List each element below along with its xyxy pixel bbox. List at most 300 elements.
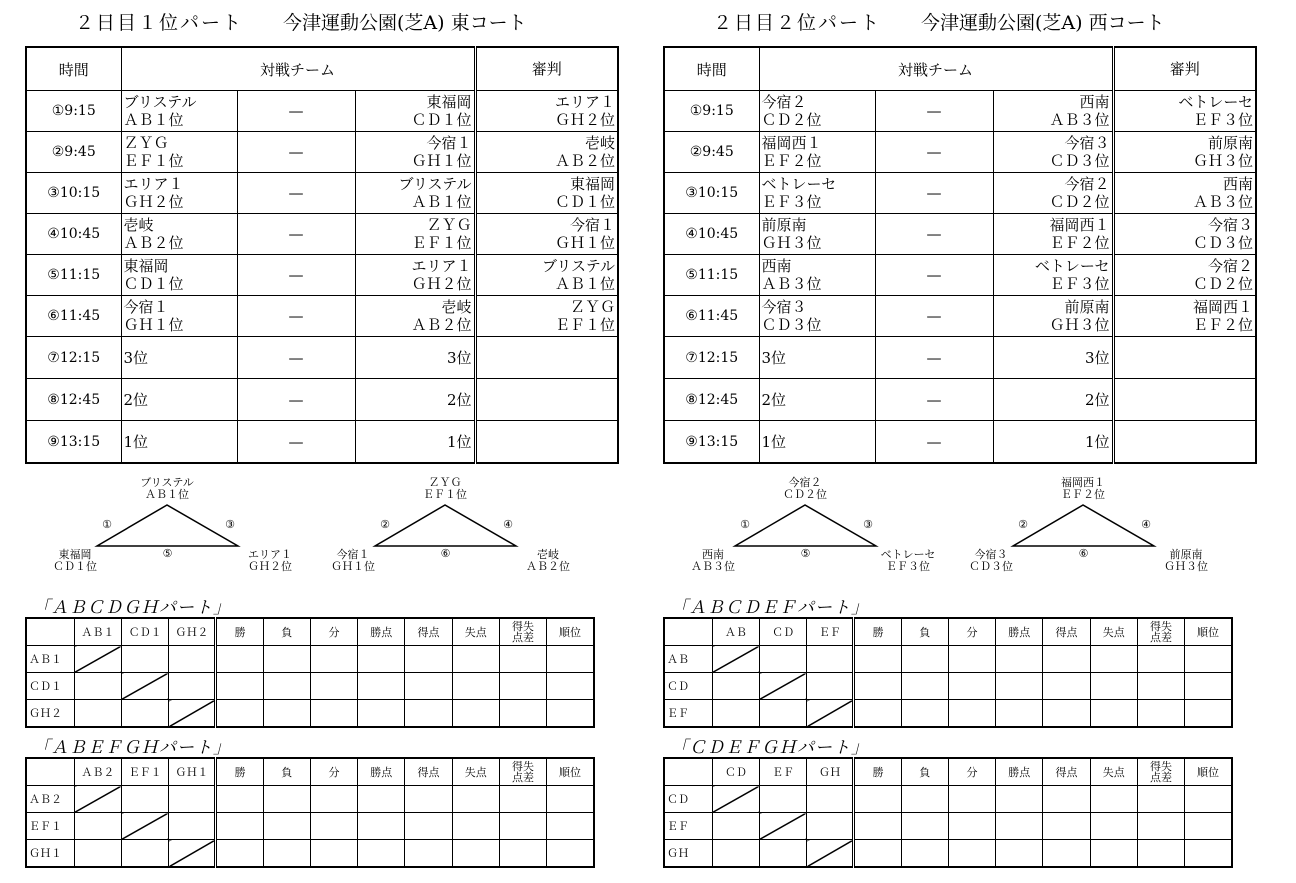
home-team — [759, 132, 875, 173]
stat-cell — [996, 840, 1043, 868]
away-team-name: 今宿２ — [1064, 175, 1110, 193]
self-match-cell — [759, 673, 806, 700]
header-time: 時間 — [664, 47, 759, 91]
versus-dash: — — [237, 421, 355, 464]
round-robin-table — [663, 757, 1233, 868]
diagram-right-team — [526, 549, 570, 573]
stat-cell — [1185, 840, 1232, 868]
away-team — [993, 132, 1113, 173]
stat-cell — [452, 786, 499, 813]
referee-team-name: 東福岡 — [570, 175, 616, 193]
placement-row — [664, 337, 1256, 379]
diagram-team-seed: ＥＦ２位 — [1061, 488, 1105, 501]
stat-cell — [499, 646, 546, 673]
result-cell — [712, 813, 759, 840]
corner-cell — [26, 618, 74, 646]
diagram-team-name: ブリステル — [140, 476, 194, 489]
team-row-label: ＧＨ — [664, 840, 712, 868]
match-time: ⑥11:45 — [664, 296, 759, 337]
stat-cell — [1137, 786, 1184, 813]
round-robin-row — [26, 646, 594, 673]
stat-cell — [216, 673, 263, 700]
home-team-seed: ＧＨ３位 — [761, 234, 822, 252]
result-cell — [74, 840, 121, 868]
stat-cell — [405, 700, 452, 728]
stat-header: 勝点 — [358, 758, 405, 786]
diagram-team-seed: ＥＦ１位 — [423, 488, 467, 501]
home-team — [759, 255, 875, 296]
diagram-team-name: 今宿１ — [336, 548, 370, 561]
self-match-cell — [807, 700, 854, 728]
stat-cell — [452, 646, 499, 673]
placement-row — [26, 379, 618, 421]
placement-row — [26, 421, 618, 464]
result-cell — [807, 673, 854, 700]
match-number-left-edge: ① — [740, 518, 750, 531]
away-team-name: ブリステル — [398, 175, 472, 193]
match-row — [664, 91, 1256, 132]
stat-cell — [1185, 646, 1232, 673]
match-row — [664, 255, 1256, 296]
stat-cell — [216, 646, 263, 673]
diagram-team-name: 福岡西１ — [1061, 476, 1105, 489]
away-team-name: 今宿３ — [1064, 134, 1110, 152]
referee-team-seed: ＣＤ３位 — [1193, 234, 1254, 252]
result-cell — [169, 646, 216, 673]
stat-cell — [1137, 700, 1184, 728]
stat-cell — [996, 786, 1043, 813]
stat-cell — [547, 813, 594, 840]
opponent-header: ＧＨ — [807, 758, 854, 786]
result-cell — [74, 673, 121, 700]
match-row — [26, 132, 618, 173]
placement-row — [664, 421, 1256, 464]
away-placement: 2位 — [355, 379, 475, 421]
home-team-seed: ＧＨ２位 — [123, 193, 184, 211]
versus-dash: — — [237, 337, 355, 379]
round-robin-row — [26, 700, 594, 728]
result-cell — [169, 673, 216, 700]
stat-cell — [263, 646, 310, 673]
away-team-seed: ＡＢ１位 — [411, 193, 472, 211]
home-team-name: ＺＹＧ — [123, 134, 169, 152]
home-team-name: 東福岡 — [123, 257, 169, 275]
self-match-cell — [169, 700, 216, 728]
stat-cell — [499, 786, 546, 813]
venue-title: 今津運動公園(芝A) 西コート — [921, 12, 1165, 34]
stat-cell — [547, 700, 594, 728]
result-cell — [74, 813, 121, 840]
result-cell — [121, 646, 168, 673]
match-time: ⑦12:15 — [664, 337, 759, 379]
opponent-header: ＣＤ — [712, 758, 759, 786]
diagram-team-name: 今宿２ — [788, 476, 822, 489]
stat-cell — [499, 840, 546, 868]
home-team-seed: ＥＦ１位 — [123, 152, 184, 170]
referee-team-seed: ＧＨ１位 — [555, 234, 616, 252]
versus-dash: — — [875, 91, 993, 132]
home-team-seed: ＣＤ１位 — [123, 275, 184, 293]
diagram-team-name: ＺＹＧ — [428, 476, 462, 489]
stat-header: 勝点 — [996, 758, 1043, 786]
round-robin-header — [664, 758, 1232, 786]
stat-cell — [452, 813, 499, 840]
stat-cell — [263, 813, 310, 840]
stat-cell — [854, 646, 901, 673]
team-row-label: ＥＦ — [664, 813, 712, 840]
league-diagrams — [663, 472, 1255, 582]
stat-header: 失点 — [1090, 618, 1137, 646]
away-placement: 1位 — [993, 421, 1113, 464]
match-time: ⑤11:15 — [664, 255, 759, 296]
away-team — [993, 214, 1113, 255]
stat-cell — [405, 786, 452, 813]
away-team — [355, 173, 475, 214]
home-team-seed: ＥＦ２位 — [761, 152, 822, 170]
home-team-name: エリア１ — [123, 175, 184, 193]
diagram-right-team — [248, 549, 292, 573]
match-time: ⑨13:15 — [26, 421, 121, 464]
match-number-right-edge: ④ — [503, 518, 513, 531]
diagram-team-seed: ＡＢ１位 — [144, 488, 189, 501]
referee-team — [1113, 296, 1256, 337]
match-row — [664, 132, 1256, 173]
stat-header: 得点 — [405, 618, 452, 646]
stat-cell — [405, 646, 452, 673]
away-team-seed: ＣＤ３位 — [1049, 152, 1110, 170]
home-team-name: 今宿１ — [123, 298, 169, 316]
round-robin-title: 「ＡＢＣＤＧＨパート」 — [33, 598, 231, 618]
stat-cell — [948, 840, 995, 868]
stat-header: 失点 — [452, 618, 499, 646]
stat-cell — [1185, 813, 1232, 840]
stat-cell — [1090, 700, 1137, 728]
referee-team-name: 前原南 — [1208, 134, 1254, 152]
diagram-left-team — [969, 549, 1013, 573]
referee-team-seed: ＣＤ１位 — [555, 193, 616, 211]
stat-cell — [216, 813, 263, 840]
stat-cell — [499, 700, 546, 728]
team-row-label: ＥＦ１ — [26, 813, 74, 840]
round-robin-row — [26, 786, 594, 813]
diagram-top-team — [1061, 477, 1105, 501]
away-team-name: 福岡西１ — [1049, 216, 1110, 234]
placement-row — [26, 337, 618, 379]
result-cell — [712, 673, 759, 700]
away-team — [355, 255, 475, 296]
stat-cell — [263, 786, 310, 813]
diagram-team-name: 壱岐 — [537, 548, 559, 561]
stat-cell — [216, 786, 263, 813]
match-row — [26, 173, 618, 214]
versus-dash: — — [875, 173, 993, 214]
result-cell — [169, 813, 216, 840]
stat-header: 勝 — [216, 618, 263, 646]
team-row-label: ＣＤ — [664, 673, 712, 700]
home-team — [759, 173, 875, 214]
match-time: ②9:45 — [664, 132, 759, 173]
round-robin-table — [25, 757, 595, 868]
stat-header: 分 — [948, 618, 995, 646]
match-number-base-edge: ⑤ — [162, 547, 173, 560]
versus-dash: — — [875, 296, 993, 337]
home-team — [759, 214, 875, 255]
away-team-seed: ＧＨ２位 — [411, 275, 472, 293]
round-robin-header — [664, 618, 1232, 646]
versus-dash: — — [875, 379, 993, 421]
diagram-team-name: 今宿３ — [974, 548, 1008, 561]
team-row-label: ＧＨ１ — [26, 840, 74, 868]
stat-cell — [1043, 646, 1090, 673]
away-team-name: ベトレーセ — [1034, 257, 1110, 275]
header-referee: 審判 — [475, 47, 618, 91]
panel-title — [25, 8, 617, 32]
stat-cell — [1090, 813, 1137, 840]
referee-team — [1113, 214, 1256, 255]
stat-cell — [1137, 646, 1184, 673]
stat-cell — [1043, 786, 1090, 813]
opponent-header: ＡＢ — [712, 618, 759, 646]
round-robin-row — [26, 840, 594, 868]
stat-cell — [1090, 646, 1137, 673]
away-team-seed: ＥＦ１位 — [411, 234, 472, 252]
away-team-seed: ＣＤ２位 — [1049, 193, 1110, 211]
round-robin-row — [26, 813, 594, 840]
stat-cell — [263, 840, 310, 868]
home-team-name: 前原南 — [761, 216, 807, 234]
diagram-top-team — [140, 477, 194, 501]
home-team-seed: ＡＢ３位 — [761, 275, 822, 293]
self-match-cell — [121, 813, 168, 840]
match-time: ①9:15 — [26, 91, 121, 132]
away-team-name: 前原南 — [1064, 298, 1110, 316]
away-team — [993, 91, 1113, 132]
part-title: ２日目２位パート — [713, 12, 882, 34]
panel-day2-first-place — [25, 0, 617, 883]
home-placement: 2位 — [121, 379, 237, 421]
referee-team — [475, 132, 618, 173]
diagram-team-name: 東福岡 — [58, 548, 92, 561]
stat-header: 分 — [310, 618, 357, 646]
stat-cell — [948, 813, 995, 840]
referee-empty — [1113, 337, 1256, 379]
match-number-right-edge: ③ — [863, 518, 873, 531]
home-team-seed: ＡＢ１位 — [123, 111, 184, 129]
referee-team — [1113, 132, 1256, 173]
stat-cell — [901, 673, 948, 700]
away-placement: 1位 — [355, 421, 475, 464]
round-robin-row — [664, 700, 1232, 728]
stat-cell — [499, 813, 546, 840]
home-team-name: ブリステル — [123, 93, 197, 111]
stat-header: 負 — [263, 618, 310, 646]
referee-team-seed: ＡＢ１位 — [555, 275, 616, 293]
stat-header: 負 — [263, 758, 310, 786]
home-team-name: ベトレーセ — [761, 175, 837, 193]
referee-team-seed: ＥＦ１位 — [555, 316, 616, 334]
match-time: ⑤11:15 — [26, 255, 121, 296]
referee-empty — [475, 379, 618, 421]
stat-cell — [216, 840, 263, 868]
versus-dash: — — [237, 132, 355, 173]
stat-header-goal-diff — [1137, 758, 1184, 786]
stat-cell — [1137, 813, 1184, 840]
stat-cell — [948, 700, 995, 728]
stat-cell — [901, 646, 948, 673]
stat-header: 得点 — [1043, 758, 1090, 786]
home-team-seed: ＧＨ１位 — [123, 316, 184, 334]
home-team — [121, 132, 237, 173]
league-triangle — [735, 505, 876, 546]
team-row-label: ＡＢ — [664, 646, 712, 673]
stat-cell — [405, 673, 452, 700]
round-robin-row — [664, 673, 1232, 700]
self-match-cell — [74, 646, 121, 673]
result-cell — [712, 700, 759, 728]
header-match: 対戦チーム — [759, 47, 1113, 91]
referee-team-name: 西南 — [1223, 175, 1254, 193]
result-cell — [759, 646, 806, 673]
stat-cell — [310, 700, 357, 728]
match-row — [26, 255, 618, 296]
stat-header: 負 — [901, 758, 948, 786]
league-triangle — [97, 505, 238, 546]
result-cell — [74, 700, 121, 728]
match-row — [664, 296, 1256, 337]
corner-cell — [26, 758, 74, 786]
home-team — [121, 91, 237, 132]
home-team-seed: ＣＤ３位 — [761, 316, 822, 334]
versus-dash: — — [875, 421, 993, 464]
referee-team-name: ＺＹＧ — [570, 298, 616, 316]
round-robin-row — [664, 840, 1232, 868]
referee-team — [1113, 255, 1256, 296]
team-row-label: ＧＨ２ — [26, 700, 74, 728]
league-triangle — [1013, 505, 1154, 546]
stat-cell — [358, 673, 405, 700]
self-match-cell — [74, 786, 121, 813]
stat-header: 失点 — [452, 758, 499, 786]
match-number-left-edge: ① — [102, 518, 112, 531]
stat-cell — [452, 700, 499, 728]
referee-team — [475, 255, 618, 296]
stat-header: 得点 — [1043, 618, 1090, 646]
part-title: ２日目１位パート — [75, 12, 244, 34]
stat-cell — [1043, 673, 1090, 700]
stat-header: 得点 — [405, 758, 452, 786]
away-team — [355, 296, 475, 337]
self-match-cell — [712, 786, 759, 813]
stat-header-line: 得失 — [511, 620, 534, 633]
stat-cell — [358, 840, 405, 868]
stat-cell — [901, 813, 948, 840]
corner-cell — [664, 618, 712, 646]
stat-header: 勝 — [216, 758, 263, 786]
match-time: ③10:15 — [26, 173, 121, 214]
stat-header-goal-diff — [1137, 618, 1184, 646]
stat-cell — [854, 840, 901, 868]
stat-cell — [996, 673, 1043, 700]
home-team — [121, 214, 237, 255]
round-robin-row — [664, 786, 1232, 813]
stat-header-line: 点差 — [1149, 771, 1172, 784]
away-team — [355, 132, 475, 173]
panel-day2-second-place — [663, 0, 1255, 883]
match-time: ④10:45 — [664, 214, 759, 255]
stat-cell — [547, 673, 594, 700]
match-number-left-edge: ② — [1018, 518, 1028, 531]
referee-team-seed: ＥＦ２位 — [1193, 316, 1254, 334]
stat-cell — [1137, 673, 1184, 700]
stat-cell — [405, 813, 452, 840]
referee-team-name: 今宿１ — [570, 216, 616, 234]
stat-header: 分 — [310, 758, 357, 786]
referee-empty — [475, 421, 618, 464]
stat-header: 順位 — [1185, 618, 1232, 646]
stat-header: 勝点 — [996, 618, 1043, 646]
stat-cell — [263, 700, 310, 728]
stat-cell — [310, 840, 357, 868]
panel-title — [663, 8, 1255, 32]
referee-empty — [1113, 379, 1256, 421]
stat-header: 分 — [948, 758, 995, 786]
referee-empty — [475, 337, 618, 379]
versus-dash: — — [237, 91, 355, 132]
referee-team-name: 今宿２ — [1208, 257, 1254, 275]
away-team — [993, 255, 1113, 296]
match-number-left-edge: ② — [380, 518, 390, 531]
stat-header: 勝 — [854, 618, 901, 646]
stat-cell — [996, 646, 1043, 673]
home-team-seed: ＥＦ３位 — [761, 193, 822, 211]
team-row-label: ＡＢ１ — [26, 646, 74, 673]
stat-cell — [1185, 786, 1232, 813]
home-placement: 1位 — [759, 421, 875, 464]
diagram-team-seed: ＣＤ３位 — [969, 560, 1013, 573]
home-team-name: 今宿２ — [761, 93, 807, 111]
stat-header-line: 得失 — [1149, 760, 1172, 773]
home-team — [121, 173, 237, 214]
diagram-right-team — [881, 549, 936, 573]
stat-cell — [547, 646, 594, 673]
versus-dash: — — [237, 379, 355, 421]
team-row-label: ＣＤ１ — [26, 673, 74, 700]
away-team — [993, 173, 1113, 214]
referee-team-seed: ＧＨ２位 — [555, 111, 616, 129]
home-placement: 1位 — [121, 421, 237, 464]
match-time: ⑨13:15 — [664, 421, 759, 464]
away-placement: 2位 — [993, 379, 1113, 421]
stat-cell — [1043, 700, 1090, 728]
stat-cell — [452, 673, 499, 700]
home-team — [121, 296, 237, 337]
schedule-header — [664, 47, 1256, 91]
result-cell — [121, 786, 168, 813]
home-team-name: 壱岐 — [123, 216, 154, 234]
stat-header-goal-diff — [499, 758, 546, 786]
diagram-team-seed: ＥＦ３位 — [886, 560, 930, 573]
referee-team-name: 今宿３ — [1208, 216, 1254, 234]
referee-team-name: 壱岐 — [585, 134, 616, 152]
referee-team — [475, 91, 618, 132]
stat-cell — [1090, 840, 1137, 868]
result-cell — [169, 786, 216, 813]
referee-team-name: ベトレーセ — [1178, 93, 1254, 111]
match-number-base-edge: ⑤ — [800, 547, 811, 560]
match-row — [26, 91, 618, 132]
match-number-base-edge: ⑥ — [440, 547, 451, 560]
home-team — [121, 255, 237, 296]
